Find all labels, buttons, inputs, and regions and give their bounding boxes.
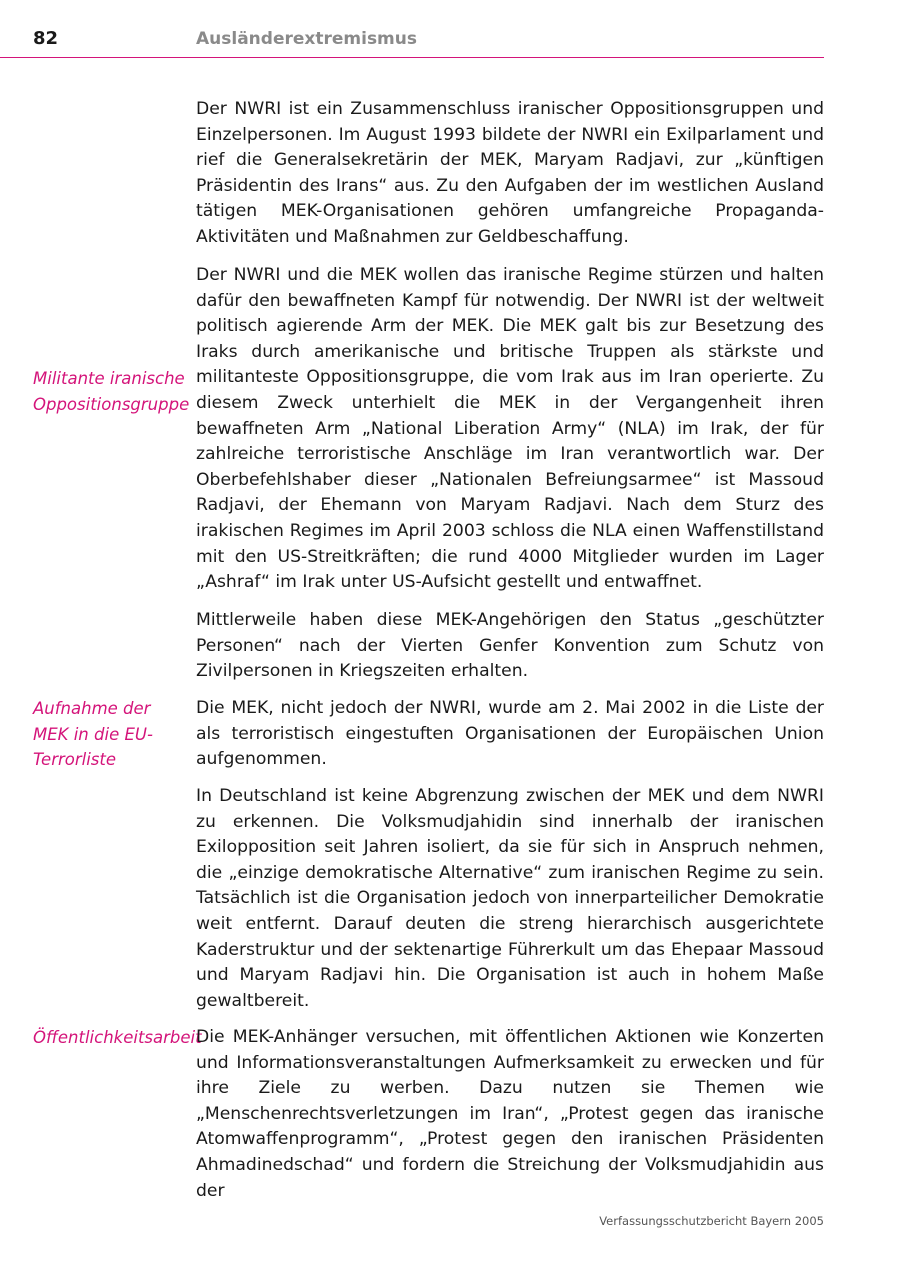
header-divider	[0, 57, 824, 58]
margin-note: Militante iranische Oppositionsgruppe	[33, 369, 190, 414]
page-footer: Verfassungsschutzbericht Bayern 2005	[599, 1214, 824, 1228]
body-paragraph: Der NWRI und die MEK wollen das iranische Regime stürzen und halten dafür den bewaffneten Kampf für notwendig. Der NWRI ist der weltweit politisch agierende Arm der MEK. Die MEK galt bis zur Besetzung des Iraks durch amerikanische und britische Truppen als stärkste und militanteste Oppositionsgruppe, die vom Irak aus im Iran operierte. Zu diesem Zweck unterhielt die MEK in der Vergangenheit ihren bewaffneten Arm „National Liberation Army“ (NLA) im Irak, der für zahlreiche terroristische Anschläge im Iran verantwortlich war. Der Oberbefehlshaber dieser „Nationalen Befreiungsarmee“ ist Massoud Radjavi, der Ehemann von Maryam Radjavi. Nach dem Sturz des irakischen Regimes im April 2003 schloss die NLA einen Waffenstillstand mit den US-Streitkräften; die rund 4000 Mitglieder wurden im Lager „Ashraf“ im Irak unter US-Aufsicht gestellt und entwaffnet.	[196, 265, 824, 593]
page-number: 82	[33, 28, 59, 49]
section-title: Ausländerextremismus	[196, 29, 417, 49]
body-paragraph: Die MEK-Anhänger versuchen, mit öffentlichen Aktionen wie Konzerten und Informationsveranstaltungen Aufmerksamkeit zu erwecken und für ihre Ziele zu werben. Dazu nutzen sie Themen wie „Menschenrechtsverletzungen im Iran“, „Protest gegen das iranische Atomwaffenprogramm“, „Protest gegen den iranischen Präsidenten Ahmadinedschad“ und fordern die Streichung der Volksmudjahidin aus der	[196, 1027, 824, 1201]
body-paragraph: Die MEK, nicht jedoch der NWRI, wurde am 2. Mai 2002 in die Liste der als terroristisch eingestuften Organisationen der Europäischen Union aufgenommen.	[196, 698, 824, 770]
body-paragraph: Der NWRI ist ein Zusammenschluss iranischer Oppositionsgruppen und Einzelpersonen. Im August 1993 bildete der NWRI ein Exilparlament und rief die Generalsekretärin der MEK, Maryam Radjavi, zur „künftigen Präsidentin des Irans“ aus. Zu den Aufgaben der im westlichen Ausland tätigen MEK-Organisationen gehören umfangreiche Propaganda-Aktivitäten und Maßnahmen zur Geldbeschaffung.	[196, 99, 824, 247]
body-paragraph: In Deutschland ist keine Abgrenzung zwischen der MEK und dem NWRI zu erkennen. Die Volksmudjahidin sind innerhalb der iranischen Exilopposition seit Jahren isoliert, da sie für sich in Anspruch nehmen, die „einzige demokratische Alternative“ zum iranischen Regime zu sein. Tatsächlich ist die Organisation jedoch von innerparteilicher Demokratie weit entfernt. Darauf deuten die streng hierarchisch ausgerichtete Kaderstruktur und der sektenartige Führerkult um das Ehepaar Massoud und Maryam Radjavi hin. Die Organisation ist auch in hohem Maße gewaltbereit.	[196, 786, 824, 1011]
margin-note: Öffentlichkeitsarbeit	[33, 1028, 202, 1047]
body-paragraph: Mittlerweile haben diese MEK-Angehörigen den Status „geschützter Personen“ nach der Vierten Genfer Konvention zum Schutz von Zivilpersonen in Kriegszeiten erhalten.	[196, 610, 824, 682]
margin-note: Aufnahme der MEK in die EU-Terrorliste	[33, 699, 153, 770]
